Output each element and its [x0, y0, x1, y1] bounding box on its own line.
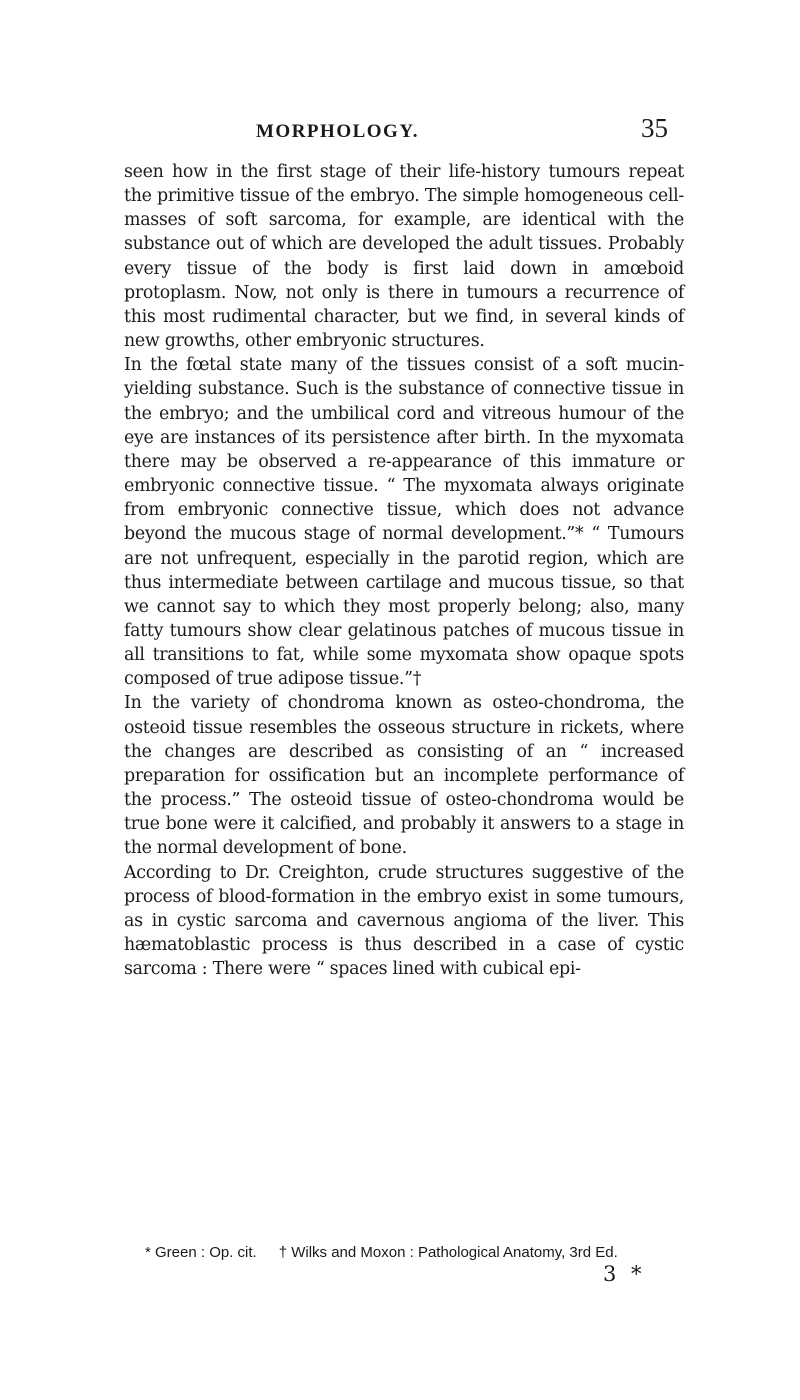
paragraph-osteo-chondroma: In the variety of chondroma known as osteo-chondroma, the osteoid tissue resembles the osseous structure in rickets, where the changes are described as consisting of an “ increased preparation for ossification but an incomplete performance of the process.” The osteoid tissue of osteo-chondroma would be true bone were it calcified, and probably it answers to a stage in the normal development of bone. [124, 693, 684, 859]
footnotes [145, 1243, 665, 1263]
body-text [124, 160, 684, 981]
running-head [0, 113, 800, 143]
paragraph-embryonic-recurrence: seen how in the first stage of their life-history tumours repeat the primitive tissue of the embryo. The simple homogeneous cell-masses of soft sarcoma, for example, are identical with the substance out of which are developed the adult tissues. Probably every tissue of the body is first laid down in amœboid protoplasm. Now, not only is there in tumours a recurrence of this most rudimental character, but we find, in several kinds of new growths, other embryonic structures. [124, 162, 684, 352]
paragraph-foetal-mucin-tissue: In the fœtal state many of the tissues consist of a soft mucin-yielding substance. Such is the substance of connective tissue in the embryo; and the umbilical cord and vitreous humour of the eye are instances of its persistence after birth. In the myxomata there may be observed a re-appearance of this immature or embryonic connective tissue. “ The myxomata always originate from embryonic connective tissue, which does not advance beyond the mucous stage of normal development.”* “ Tumours are not unfrequent, especially in the parotid region, which are thus intermediate between cartilage and mucous tissue, so that we cannot say to which they most properly belong; also, many fatty tumours show clear gelatinous patches of mucous tissue in all transitions to fat, while some myxomata show opaque spots composed of true adipose tissue.”† [124, 355, 684, 690]
footnote-green: * Green : Op. cit. [145, 1244, 257, 1261]
running-title: MORPHOLOGY. [256, 121, 420, 142]
footnote-wilks-moxon: † Wilks and Moxon : Pathological Anatomy, 3rd Ed. [278, 1244, 618, 1261]
signature-mark: 3 * [603, 1262, 646, 1286]
page-number: 35 [641, 113, 668, 143]
paragraph-blood-formation: According to Dr. Creighton, crude structures suggestive of the process of blood-formation in the embryo exist in some tumours, as in cystic sarcoma and cavernous angioma of the liver. This hæmatoblastic process is thus described in a case of cystic sarcoma : There were “ spaces lined with cubical epi- [124, 862, 684, 980]
